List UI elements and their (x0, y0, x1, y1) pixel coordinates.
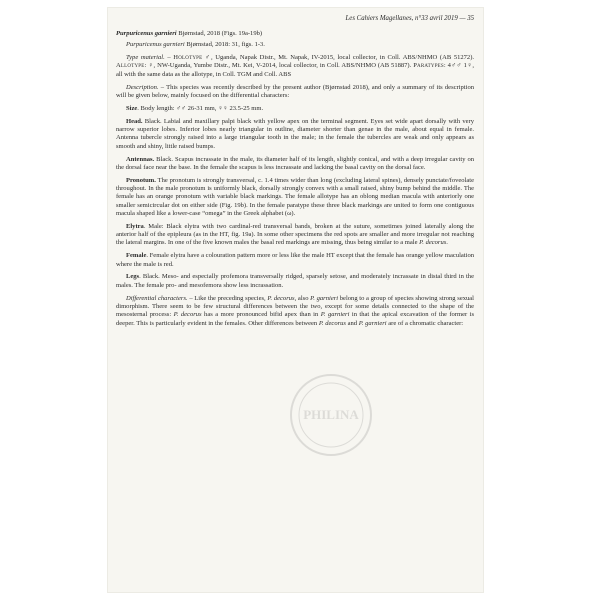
female-text: . Female elytra have a colouration pattern more or less like the male HT except that the female has orange yellow maculation where the male is red. (116, 252, 474, 268)
diff-text-1: – Like the preceding species, (187, 294, 268, 302)
type-material-dash: – (164, 54, 174, 62)
elytra-end: . (446, 239, 448, 247)
species-citation (116, 41, 474, 49)
size-text: . Body length: ♂♂ 26-31 mm, ♀♀ 23.5-25 mm. (137, 104, 264, 112)
female-label: Female (126, 252, 147, 260)
pronotum-label: Pronotum. (126, 176, 156, 184)
citation-name: Purpuricenus garnieri (126, 41, 185, 49)
diff-species-3: P. decorus (173, 311, 202, 319)
holotype-text: , Uganda, Napak Distr., Mt. Napak, IV-2015, local collector, in Coll. ABS/NHMO (AB 51272). (210, 54, 475, 62)
species-title: Purpuricenus garnieri (116, 30, 177, 37)
legs-paragraph (116, 273, 474, 290)
elytra-label: Elytra (126, 222, 144, 230)
female-paragraph (116, 252, 474, 269)
document-body (116, 30, 474, 332)
running-header: Les Cahiers Magellanes, n°33 avril 2019 — 35 (345, 15, 474, 22)
holotype-label: Holotype (173, 54, 203, 62)
diff-text-2: , also (294, 294, 311, 302)
diff-species-2: P. garnieri (310, 294, 339, 302)
antennas-label: Antennas. (126, 155, 155, 163)
allotype-label: Allotype (116, 62, 145, 70)
head-paragraph (116, 118, 474, 151)
pronotum-text: The pronotum is strongly transversal, c. 1.4 times wider than long (excluding lateral spines), densely punctate/foveolate throughout. In the male pronotum is uniformly black, dorsally strongly convex with a small raised, shiny bump behind the middle. The female has an orange pronotum with variable black markings. The female allotype has an oblong median macula with anteriorly one smaller semicircular dot on either side (Fig. 19b). In the female paratype these three black markings are united to form one contiguous macula shaped like a lower-case “omega” in the Greek alphabet (ω). (116, 176, 474, 217)
citation-ref: Bjørnstad, 2018: 31, figs. 1-3. (184, 41, 265, 49)
diff-text-7: are of a chromatic character: (386, 319, 464, 327)
type-material-label: Type material. (126, 54, 165, 62)
size-paragraph (116, 105, 474, 113)
paratypes-label: Paratypes (413, 62, 444, 70)
diff-species-6: P. garnieri (358, 319, 387, 327)
size-label: Size (126, 104, 138, 112)
elytra-paragraph (116, 223, 474, 248)
allotype-text: : ♀, NW-Uganda, Yumbe Distr., Mt. Kei, V-2014, local collector, in Coll. ABS/NHMO (AB 51887). (144, 62, 414, 70)
document-page (108, 8, 483, 592)
legs-label: Legs (126, 273, 140, 281)
species-author: Bjørnstad, 2018 (176, 30, 221, 37)
type-material-paragraph (116, 54, 474, 79)
description-text: – This species was recently described by the present author (Bjørnstad 2018), and only a summary of its description will be given below, mainly focused on the differential characters: (116, 83, 474, 99)
diff-species-4: P. garnieri (320, 311, 350, 319)
head-label: Head. (126, 117, 143, 125)
pronotum-paragraph (116, 177, 474, 218)
elytra-text: . Male: Black elytra with two cardinal-red transversal bands, broken at the suture, sometimes joined laterally along the anterior half of the epipleura (as in the HT, fig. 19a). In some other specimens the red spots are smaller and more irregular not reaching the lateral margins. In one of the five known males the basal red markings are missing, thus being similar to a male (116, 222, 474, 247)
watermark-text: PHILINA (303, 407, 359, 422)
watermark-seal (286, 370, 376, 460)
diff-text-4: has a more pronounced bifid apex than in (201, 311, 321, 319)
diff-species-5: P. decorus (318, 319, 346, 327)
diff-text-5: in that the apical excavation of the former is deeper. This is particularly evident in the females. Other differences between (116, 311, 474, 327)
description-label: Description. (126, 83, 159, 91)
species-heading (116, 30, 474, 38)
paratypes-text: : 4♂♂ 1♀, all with the same data as the allotype, in Coll. TGM and Coll. ABS (116, 62, 474, 78)
holotype-sex: ♂ (202, 54, 211, 62)
diff-text-6: and (345, 319, 359, 327)
legs-text: . Black. Meso- and especially profemora transversally ridged, sparsely setose, and moderately incrassate in distal third in the males. The female pro- and mesofemora show less incrassation. (116, 273, 474, 289)
differential-paragraph (116, 295, 474, 328)
species-figs: (Figs. 19a-19b) (220, 30, 263, 37)
diff-text-3: belong to a group of species showing strong sexual dimorphism. There seem to be few structural differences between the two, except for some details connected to the shape of the mesosternal process: (116, 294, 474, 319)
antennas-paragraph (116, 156, 474, 173)
diff-species-1: P. decorus (267, 294, 295, 302)
elytra-species: P. decorus (419, 239, 447, 247)
head-text: Black. Labial and maxillary palpi black with yellow apex on the terminal segment. Eyes set wide apart dorsally with very narrow superior lobes. Inferior lobes nearly triangular in outline, diameter shorter than genae in the male, about equal in female. Antenna tubercle strongly raised into a large triangular tooth in the male; in the female the tubercles are weak and only appears as smooth and shiny, little raised bumps. (116, 117, 474, 150)
differential-label: Differential characters. (126, 294, 188, 302)
description-paragraph (116, 84, 474, 101)
antennas-text: Black. Scapus incrassate in the male, its diameter half of its length, slightly conical, and with a deep irregular cavity on the dorsal face near the base. In the female the scapus is less incrassate and lacking the basal cavity on the dorsal face. (116, 155, 474, 171)
